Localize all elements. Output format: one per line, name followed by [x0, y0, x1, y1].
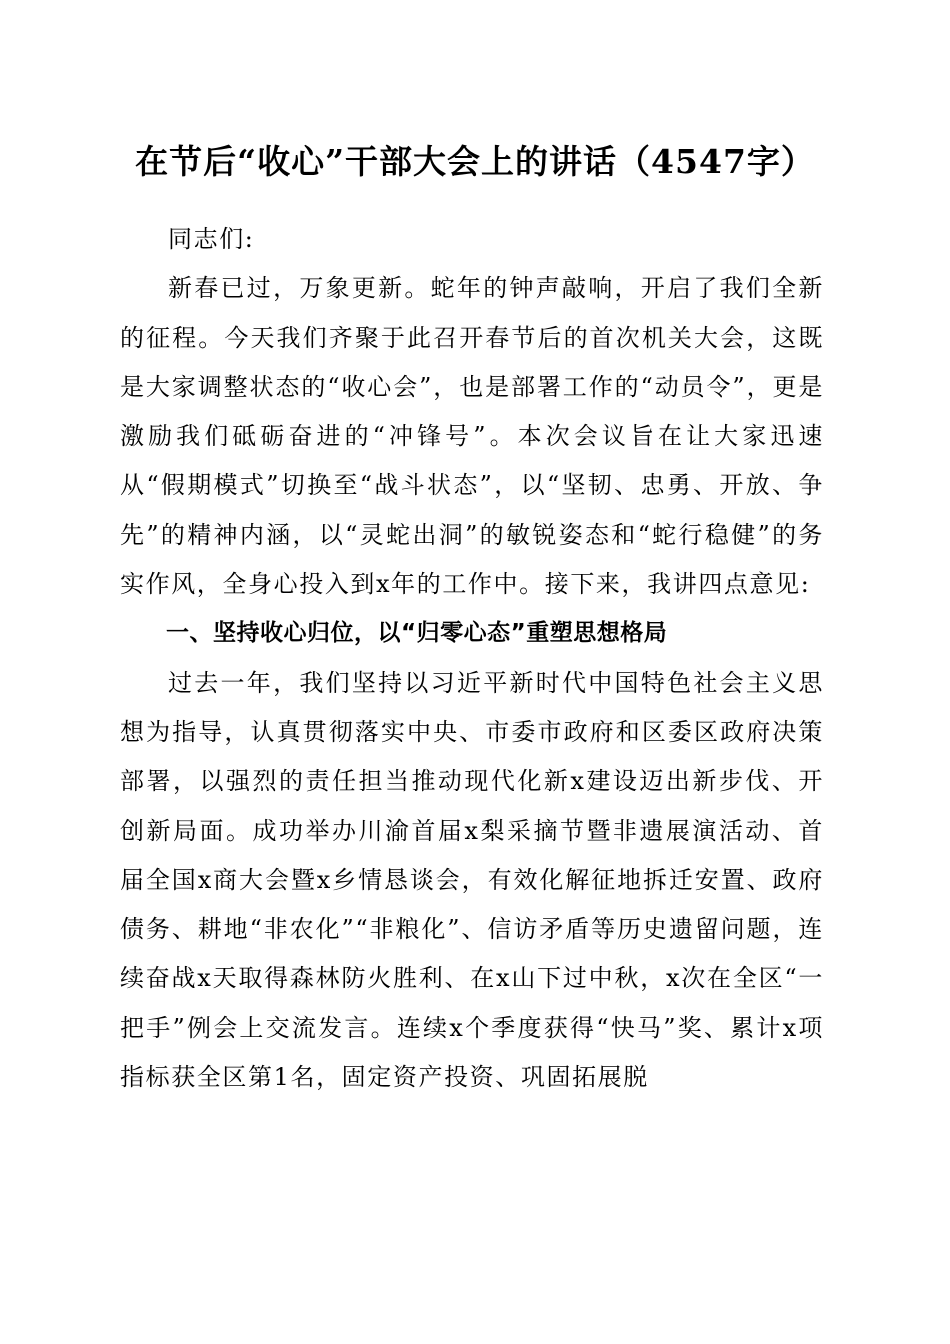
salutation: 同志们:: [168, 225, 255, 253]
document-body: [120, 215, 824, 1102]
intro-paragraph: 新春已过，万象更新。蛇年的钟声敲响，开启了我们全新的征程。今天我们齐聚于此召开春节后的首次机关大会，这既是大家调整状态的“收心会”，也是部署工作的“动员令”，更是激励我们砥砺奋进的“冲锋号”。本次会议旨在让大家迅速从“假期模式”切换至“战斗状态”，以“坚韧、忠勇、开放、争先”的精神内涵，以“灵蛇出洞”的敏锐姿态和“蛇行稳健”的务实作风，全身心投入到x年的工作中。接下来，我讲四点意见:: [120, 274, 824, 599]
section-heading-1: 一、坚持收心归位，以“归零心态”重塑思想格局: [166, 620, 668, 647]
section-1-paragraph: 过去一年，我们坚持以习近平新时代中国特色社会主义思想为指导，认真贯彻落实中央、市委市政府和区委区政府决策部署，以强烈的责任担当推动现代化新x建设迈出新步伐、开创新局面。成功举办川渝首届x梨采摘节暨非遗展演活动、首届全国x商大会暨x乡情恳谈会，有效化解征地拆迁安置、政府债务、耕地“非农化”“非粮化”、信访矛盾等历史遗留问题，连续奋战x天取得森林防火胜利、在x山下过中秋，x次在全区“一把手”例会上交流发言。连续x个季度获得“快马”奖、累计x项指标获全区第1名，固定资产投资、巩固拓展脱: [120, 668, 824, 1092]
document-title: 在节后“收心”干部大会上的讲话（4547字）: [135, 142, 815, 181]
